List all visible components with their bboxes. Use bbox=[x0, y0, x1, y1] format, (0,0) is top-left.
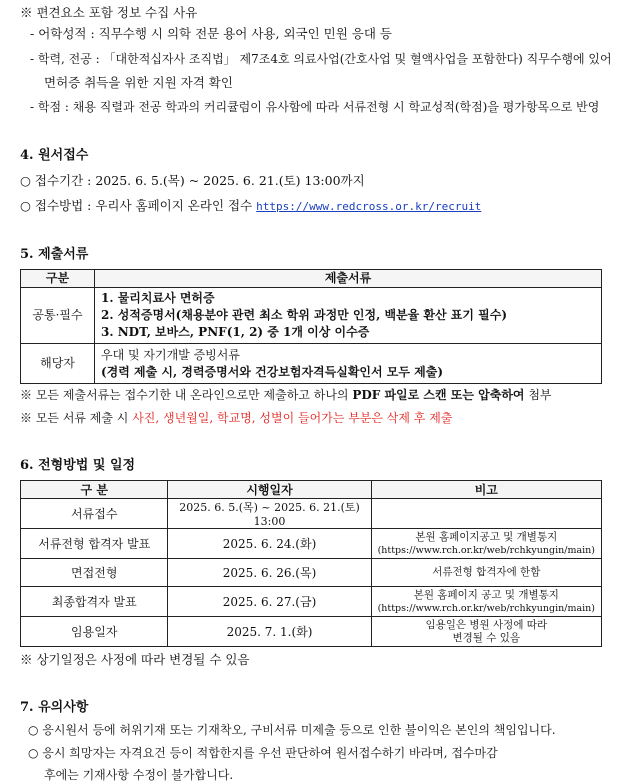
table-row bbox=[21, 288, 602, 344]
schedule-header-date: 시행일자 bbox=[168, 481, 371, 499]
caution-item: ○ 응시원서 등에 허위기재 또는 기재착오, 구비서류 미제출 등으로 인한 불이익은 본인의 책임입니다. bbox=[28, 723, 556, 737]
schedule-table bbox=[20, 480, 602, 647]
submission-note-pdf-pre: ※ 모든 제출서류는 접수기한 내 온라인으로만 제출하고 하나의 bbox=[20, 388, 353, 402]
section-4-title: 4. 원서접수 bbox=[20, 148, 89, 163]
submission-note-pdf-bold: PDF 파일로 스캔 또는 압축하여 bbox=[352, 388, 525, 402]
schedule-note bbox=[371, 499, 601, 529]
schedule-stage: 서류접수 bbox=[21, 499, 168, 529]
submission-note-privacy-red: 사진, 생년월일, 학교명, 성별이 들어가는 부분은 삭제 후 제출 bbox=[132, 411, 453, 425]
table-row bbox=[21, 529, 602, 559]
submission-note-privacy-pre: ※ 모든 서류 제출 시 bbox=[20, 411, 133, 425]
documents-category: 공통·필수 bbox=[21, 288, 95, 344]
documents-header-docs: 제출서류 bbox=[95, 270, 602, 288]
schedule-date: 2025. 6. 27.(금) bbox=[168, 587, 371, 617]
documents-list bbox=[95, 344, 602, 384]
section-7-title: 7. 유의사항 bbox=[20, 700, 89, 715]
section-6-title: 6. 전형방법 및 일정 bbox=[20, 458, 136, 473]
schedule-stage: 최종합격자 발표 bbox=[21, 587, 168, 617]
table-row bbox=[21, 587, 602, 617]
submission-note-pdf-post: 첨부 bbox=[524, 388, 552, 402]
table-row bbox=[21, 559, 602, 587]
documents-category: 해당자 bbox=[21, 344, 95, 384]
schedule-note: 임용일은 병원 사정에 따라 변경될 수 있음 bbox=[371, 617, 601, 647]
document-item: 2. 성적증명서(채용분야 관련 최소 학위 과정만 인정, 백분율 환산 표기 필수) bbox=[101, 308, 508, 322]
table-row bbox=[21, 499, 602, 529]
bias-note-education: - 학력, 전공 : 「대한적십자사 조직법」 제7조4호 의료사업(간호사업 및 혈액사업을 포함한다) 직무수행에 있어 bbox=[30, 52, 612, 66]
bias-note-language: - 어학성적 : 직무수행 시 의학 전문 용어 사용, 외국인 민원 응대 등 bbox=[30, 26, 392, 41]
schedule-header-stage: 구 분 bbox=[21, 481, 168, 499]
section-5-title: 5. 제출서류 bbox=[20, 247, 89, 262]
application-period: ○ 접수기간 : 2025. 6. 5.(목) ~ 2025. 6. 21.(토) 13:00까지 bbox=[20, 173, 365, 188]
schedule-stage: 서류전형 합격자 발표 bbox=[21, 529, 168, 559]
document-item: 1. 물리치료사 면허증 bbox=[101, 291, 215, 305]
document-item: 우대 및 자기개발 증빙서류 bbox=[101, 347, 240, 362]
schedule-date: 2025. 7. 1.(화) bbox=[168, 617, 371, 647]
schedule-stage: 면접전형 bbox=[21, 559, 168, 587]
caution-item: ○ 응시 희망자는 자격요건 등이 적합한지를 우선 판단하여 원서접수하기 바라며, 접수마감 bbox=[28, 746, 498, 760]
schedule-date: 2025. 6. 26.(목) bbox=[168, 559, 371, 587]
submission-note-pdf bbox=[20, 386, 552, 404]
schedule-note: 서류전형 합격자에 한함 bbox=[371, 559, 601, 587]
document-item: 3. NDT, 보바스, PNF(1, 2) 중 1개 이상 이수증 bbox=[101, 325, 370, 339]
document-item: (경력 제출 시, 경력증명서와 건강보험자격득실확인서 모두 제출) bbox=[101, 364, 443, 379]
schedule-date: 2025. 6. 5.(목) ~ 2025. 6. 21.(토) 13:00 bbox=[168, 499, 371, 529]
schedule-note-change: ※ 상기일정은 사정에 따라 변경될 수 있음 bbox=[20, 652, 250, 667]
schedule-header-note: 비고 bbox=[371, 481, 601, 499]
bias-note-education-cont: 면허증 취득을 위한 지원 자격 확인 bbox=[44, 75, 233, 90]
caution-item-cont: 후에는 기재사항 수정이 불가합니다. bbox=[44, 768, 234, 782]
bias-note-gpa: - 학점 : 채용 직렬과 전공 학과의 커리큘럼이 유사함에 따라 서류전형 시 학교성적(학점)을 평가항목으로 반영 bbox=[30, 100, 600, 114]
application-method bbox=[20, 197, 481, 216]
application-method-label: ○ 접수방법 : 우리사 홈페이지 온라인 접수 bbox=[20, 198, 257, 213]
schedule-stage: 임용일자 bbox=[21, 617, 168, 647]
table-row bbox=[21, 344, 602, 384]
schedule-date: 2025. 6. 24.(화) bbox=[168, 529, 371, 559]
submission-note-privacy bbox=[20, 409, 452, 427]
schedule-note: 본원 홈페이지공고 및 개별통지 (https://www.rch.or.kr/web/rchkyungin/main) bbox=[371, 529, 601, 559]
documents-header-category: 구분 bbox=[21, 270, 95, 288]
documents-list bbox=[95, 288, 602, 344]
bias-note-title: ※ 편견요소 포함 정보 수집 사유 bbox=[20, 5, 198, 20]
documents-table bbox=[20, 269, 602, 384]
schedule-note: 본원 홈페이지 공고 및 개별통지 (https://www.rch.or.kr/web/rchkyungin/main) bbox=[371, 587, 601, 617]
recruit-link[interactable]: https://www.redcross.or.kr/recruit bbox=[256, 200, 482, 213]
table-row bbox=[21, 617, 602, 647]
